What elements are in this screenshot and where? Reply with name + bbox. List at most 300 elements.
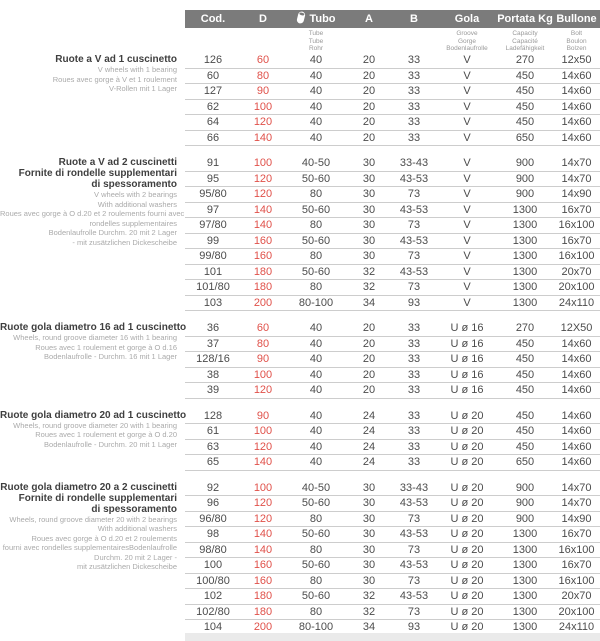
cell-portata: 450 (515, 69, 535, 82)
cell-gola: V (463, 54, 471, 67)
cell-d: 180 (253, 281, 273, 294)
cell-tubo: 40 (309, 440, 323, 453)
table-row (185, 605, 600, 621)
cell-gola: V (463, 265, 471, 278)
cell-a: 34 (362, 296, 376, 309)
group-label (0, 481, 185, 636)
cell-a: 30 (362, 512, 376, 525)
cell-b: 33 (407, 456, 421, 469)
table-row (185, 69, 600, 85)
cell-tubo: 40 (309, 425, 323, 438)
cell-d: 90 (256, 409, 270, 422)
cell-b: 43-53 (399, 528, 429, 541)
cell-portata: 1300 (512, 234, 538, 247)
cell-tubo: 80 (309, 605, 323, 618)
cell-cod: 66 (206, 131, 220, 144)
cell-b: 33 (407, 368, 421, 381)
cell-bullone: 14x60 (561, 368, 592, 381)
cell-b: 73 (407, 574, 421, 587)
subheader-line: Bolzen (566, 45, 587, 52)
cell-gola: U ø 20 (450, 456, 484, 469)
table-row (185, 337, 600, 353)
cell-d: 100 (253, 157, 273, 170)
cell-cod: 102 (203, 590, 223, 603)
group-label (0, 53, 185, 146)
table-row (185, 234, 600, 250)
group-subtitle-line: V wheels with 1 bearing (97, 65, 177, 74)
subheader-portata (497, 30, 553, 53)
table-row (185, 455, 600, 471)
cell-b: 33 (407, 322, 421, 335)
cell-a: 32 (362, 590, 376, 603)
cell-cod: 102/80 (196, 605, 230, 618)
table-row (185, 368, 600, 384)
cell-d: 160 (253, 234, 273, 247)
subheader-line: Boulon (566, 37, 587, 45)
cell-tubo: 50-60 (301, 528, 331, 541)
cell-gola: U ø 20 (450, 590, 484, 603)
subheader-bullone (553, 30, 600, 53)
cell-tubo: 40 (309, 337, 323, 350)
cell-b: 43-53 (399, 497, 429, 510)
cell-d: 180 (253, 265, 273, 278)
table-row (185, 172, 600, 188)
group-subtitle-line: V-Rollen mit 1 Lager (109, 84, 177, 93)
cell-portata: 1300 (512, 203, 538, 216)
group-subtitle-line: Wheels, round groove diameter 20 with 1 bearing (13, 420, 177, 430)
cell-gola: U ø 20 (450, 481, 484, 494)
table-row (185, 424, 600, 440)
cell-portata: 1300 (512, 559, 538, 572)
cell-cod: 95/80 (199, 188, 227, 201)
subheader-line: Tube (308, 30, 324, 37)
cell-portata: 1300 (512, 265, 538, 278)
cell-portata: 450 (515, 337, 535, 350)
subheader-line: Bodenlaufrolle (446, 45, 488, 52)
table-subheader (185, 30, 600, 53)
cell-gola: U ø 16 (450, 368, 484, 381)
column-header-gola (437, 13, 497, 25)
cell-a: 30 (362, 528, 376, 541)
table-row (185, 440, 600, 456)
cell-bullone: 16x100 (558, 250, 595, 263)
cell-b: 43-53 (399, 203, 429, 216)
cell-a: 30 (362, 203, 376, 216)
table-row (185, 203, 600, 219)
cell-d: 140 (253, 528, 273, 541)
cell-bullone: 12x50 (561, 54, 592, 67)
cell-b: 43-53 (399, 559, 429, 572)
cell-cod: 95 (206, 172, 220, 185)
cell-a: 34 (362, 621, 376, 634)
cell-a: 20 (362, 384, 376, 397)
cell-cod: 64 (206, 116, 220, 129)
group-subtitle-line: V wheels with 2 bearings (94, 190, 177, 199)
cell-tubo: 40 (309, 384, 323, 397)
cell-portata: 900 (515, 172, 535, 185)
cell-gola: U ø 20 (450, 574, 484, 587)
cell-bullone: 20x100 (558, 605, 595, 618)
group-subtitle-line: With additional washers (97, 199, 177, 209)
cell-tubo: 50-60 (301, 203, 331, 216)
table-row (185, 156, 600, 172)
cell-bullone: 20x70 (561, 265, 592, 278)
cell-tubo: 80 (309, 188, 323, 201)
cell-bullone: 16x100 (558, 219, 595, 232)
cell-cod: 104 (203, 621, 223, 634)
column-header-label: Tubo (309, 13, 336, 25)
group-rows (185, 481, 600, 636)
cell-a: 30 (362, 234, 376, 247)
cell-bullone: 14x60 (561, 116, 592, 129)
table-row (185, 496, 600, 512)
cell-b: 33 (407, 69, 421, 82)
cell-d: 200 (253, 296, 273, 309)
cell-portata: 450 (515, 353, 535, 366)
cell-cod: 101/80 (196, 281, 230, 294)
table-row (185, 352, 600, 368)
cell-gola: U ø 20 (450, 543, 484, 556)
cell-a: 24 (362, 440, 376, 453)
cell-bullone: 14x60 (561, 384, 592, 397)
cell-cod: 96/80 (199, 512, 227, 525)
table-row (185, 558, 600, 574)
cell-portata: 270 (515, 54, 535, 67)
cell-portata: 450 (515, 425, 535, 438)
product-group (0, 53, 600, 146)
subheader-line: Tube (308, 37, 324, 45)
cell-tubo: 40 (309, 116, 323, 129)
cell-bullone: 14x60 (561, 100, 592, 113)
cell-tubo: 40 (309, 85, 323, 98)
cell-gola: U ø 16 (450, 384, 484, 397)
cell-gola: U ø 20 (450, 425, 484, 438)
cell-gola: U ø 20 (450, 528, 484, 541)
column-header-label: D (259, 13, 267, 25)
cell-a: 24 (362, 409, 376, 422)
group-subtitle-line: mit zusätzlichen Dickescheibe (76, 562, 177, 571)
cell-d: 90 (256, 353, 270, 366)
cell-bullone: 14x60 (561, 69, 592, 82)
cell-bullone: 14x90 (561, 188, 592, 201)
cell-b: 33 (407, 85, 421, 98)
column-header-b (391, 13, 437, 25)
tube-icon (296, 11, 306, 27)
cell-gola: V (463, 219, 471, 232)
cell-gola: V (463, 188, 471, 201)
cell-b: 33 (407, 440, 421, 453)
group-label (0, 321, 185, 399)
cell-b: 73 (407, 219, 421, 232)
group-subtitle-line: Bodenlaufrolle Durchm. 20 mit 2 Lager (48, 228, 177, 237)
cell-gola: U ø 20 (450, 559, 484, 572)
cell-a: 30 (362, 219, 376, 232)
cell-cod: 128/16 (196, 353, 230, 366)
cell-b: 73 (407, 543, 421, 556)
table-row (185, 321, 600, 337)
cell-gola: U ø 20 (450, 605, 484, 618)
cell-tubo: 80-100 (298, 621, 334, 634)
table-row (185, 53, 600, 69)
cell-a: 20 (362, 131, 376, 144)
cell-a: 30 (362, 574, 376, 587)
cell-portata: 1300 (512, 574, 538, 587)
group-subtitle-line: Roues avec 1 roulement et gorge à O d.20 (35, 430, 177, 439)
cell-gola: V (463, 100, 471, 113)
cell-portata: 900 (515, 157, 535, 170)
group-label (0, 156, 185, 311)
group-subtitle-line: Durchm. 20 mit 2 Lager - (94, 552, 177, 562)
cell-bullone: 14x60 (561, 337, 592, 350)
cell-d: 140 (253, 131, 273, 144)
table-row (185, 131, 600, 147)
column-header-a (347, 13, 391, 25)
cell-cod: 101 (203, 265, 223, 278)
cell-b: 33-43 (399, 481, 429, 494)
cell-gola: V (463, 234, 471, 247)
subheader-a (347, 30, 391, 53)
cell-a: 20 (362, 85, 376, 98)
cell-gola: U ø 16 (450, 322, 484, 335)
cell-d: 90 (256, 85, 270, 98)
cell-portata: 450 (515, 384, 535, 397)
cell-portata: 450 (515, 409, 535, 422)
group-subtitle-line: fourni avec rondelles supplementairesBodenlaufrolle (2, 543, 177, 552)
cell-a: 20 (362, 100, 376, 113)
subheader-cod (185, 30, 241, 53)
cell-tubo: 40 (309, 456, 323, 469)
cell-cod: 97 (206, 203, 220, 216)
cell-tubo: 40 (309, 322, 323, 335)
cell-gola: U ø 16 (450, 337, 484, 350)
cell-cod: 100 (203, 559, 223, 572)
cell-d: 120 (253, 116, 273, 129)
cell-a: 32 (362, 605, 376, 618)
table-footer-bar (185, 633, 600, 641)
column-header-tubo (285, 11, 347, 27)
table-row (185, 265, 600, 281)
table-row (185, 218, 600, 234)
subheader-line: Ladefähigkeit (505, 45, 545, 52)
subheader-line: Gorge (457, 37, 477, 45)
group-title-line: Ruote gola diametro 20 a 2 cuscinetti (0, 481, 177, 493)
cell-bullone: 14x60 (561, 409, 592, 422)
column-header-label: Bullone (556, 13, 597, 25)
cell-d: 140 (253, 456, 273, 469)
cell-d: 120 (253, 440, 273, 453)
cell-d: 120 (253, 512, 273, 525)
cell-b: 73 (407, 281, 421, 294)
group-subtitle-line: Roues avec gorge à O d.20 et 2 roulements (31, 533, 177, 543)
cell-tubo: 80 (309, 250, 323, 263)
group-title-line: Ruote gola diametro 20 ad 1 cuscinetto (0, 409, 187, 421)
cell-tubo: 40-50 (301, 481, 331, 494)
group-subtitle-line: With additional washers (97, 524, 177, 533)
cell-portata: 1300 (512, 219, 538, 232)
table-row (185, 115, 600, 131)
cell-cod: 92 (206, 481, 220, 494)
cell-portata: 900 (515, 188, 535, 201)
cell-d: 180 (253, 590, 273, 603)
table-row (185, 280, 600, 296)
group-title-line: Fornite di rondelle supplementari (18, 492, 177, 504)
cell-d: 80 (256, 337, 270, 350)
column-header-bullone (553, 13, 600, 25)
cell-portata: 1300 (512, 281, 538, 294)
cell-b: 43-53 (399, 234, 429, 247)
cell-bullone: 16x70 (561, 234, 592, 247)
group-subtitle-line: - mit zusätzlichen Dickescheibe (72, 237, 177, 247)
cell-d: 160 (253, 574, 273, 587)
cell-cod: 128 (203, 409, 223, 422)
cell-portata: 650 (515, 131, 535, 144)
cell-d: 180 (253, 605, 273, 618)
cell-gola: U ø 16 (450, 353, 484, 366)
cell-cod: 61 (206, 425, 220, 438)
cell-d: 140 (253, 203, 273, 216)
cell-d: 60 (256, 54, 270, 67)
cell-cod: 98 (206, 528, 220, 541)
cell-b: 33 (407, 54, 421, 67)
table-row (185, 589, 600, 605)
cell-tubo: 40 (309, 409, 323, 422)
cell-portata: 450 (515, 100, 535, 113)
cell-bullone: 14x70 (561, 497, 592, 510)
table-row (185, 187, 600, 203)
cell-a: 30 (362, 157, 376, 170)
cell-d: 160 (253, 250, 273, 263)
cell-portata: 270 (515, 322, 535, 335)
cell-portata: 1300 (512, 590, 538, 603)
table-row (185, 84, 600, 100)
cell-a: 30 (362, 481, 376, 494)
cell-portata: 1300 (512, 605, 538, 618)
group-subtitle-line: Wheels, round groove diameter 16 with 1 bearing (13, 333, 177, 342)
cell-d: 140 (253, 219, 273, 232)
cell-tubo: 50-60 (301, 265, 331, 278)
cell-bullone: 14x70 (561, 157, 592, 170)
cell-a: 30 (362, 559, 376, 572)
subheader-line: Rohr (308, 45, 324, 52)
cell-cod: 37 (206, 337, 220, 350)
cell-bullone: 14x90 (561, 512, 592, 525)
group-subtitle-line: Roues avec 1 roulement et gorge à O d.16 (35, 342, 177, 352)
cell-tubo: 50-60 (301, 590, 331, 603)
cell-cod: 62 (206, 100, 220, 113)
cell-tubo: 40 (309, 100, 323, 113)
cell-gola: V (463, 203, 471, 216)
group-title-line: Ruote gola diametro 16 ad 1 cuscinetto (0, 322, 187, 333)
group-subtitle-line: rondelles supplementaires (89, 218, 177, 228)
cell-d: 120 (253, 172, 273, 185)
cell-d: 100 (253, 100, 273, 113)
cell-tubo: 40 (309, 131, 323, 144)
cell-tubo: 80 (309, 512, 323, 525)
cell-tubo: 50-60 (301, 234, 331, 247)
cell-cod: 60 (206, 69, 220, 82)
cell-bullone: 16x100 (558, 574, 595, 587)
cell-a: 20 (362, 353, 376, 366)
cell-gola: V (463, 296, 471, 309)
cell-d: 160 (253, 559, 273, 572)
cell-bullone: 14x60 (561, 353, 592, 366)
cell-portata: 1300 (512, 621, 538, 634)
cell-a: 20 (362, 337, 376, 350)
cell-gola: U ø 20 (450, 512, 484, 525)
cell-portata: 1300 (512, 528, 538, 541)
cell-a: 20 (362, 116, 376, 129)
group-title-line: Ruote a V ad 1 cuscinetto (55, 54, 177, 65)
column-header-cod (185, 13, 241, 25)
table-row (185, 527, 600, 543)
cell-portata: 900 (515, 497, 535, 510)
column-header-label: Gola (454, 13, 480, 25)
group-rows (185, 156, 600, 311)
subheader-d (241, 30, 285, 53)
cell-d: 200 (253, 621, 273, 634)
group-subtitle-line: Bodenlaufrolle - Durchm. 20 mit 1 Lager (44, 439, 177, 449)
cell-bullone: 16x70 (561, 528, 592, 541)
cell-gola: U ø 20 (450, 440, 484, 453)
column-header-d (241, 13, 285, 25)
cell-tubo: 80 (309, 219, 323, 232)
cell-cod: 99/80 (199, 250, 227, 263)
product-group (0, 409, 600, 471)
cell-tubo: 40 (309, 368, 323, 381)
group-subtitle-line: Roues avec gorge à V et 1 roulement (52, 74, 177, 84)
cell-cod: 96 (206, 497, 220, 510)
cell-portata: 450 (515, 440, 535, 453)
cell-cod: 99 (206, 234, 220, 247)
cell-bullone: 14x60 (561, 131, 592, 144)
cell-b: 73 (407, 512, 421, 525)
cell-cod: 100/80 (196, 574, 230, 587)
cell-bullone: 14x60 (561, 456, 592, 469)
column-header-portata (497, 13, 553, 25)
cell-a: 30 (362, 497, 376, 510)
cell-b: 73 (407, 188, 421, 201)
column-header-label: Portata Kg (497, 13, 553, 25)
cell-cod: 103 (203, 296, 223, 309)
cell-bullone: 24x110 (558, 296, 595, 309)
group-title-line: di spessoramento (91, 179, 177, 190)
cell-bullone: 14x70 (561, 481, 592, 494)
cell-b: 93 (407, 296, 421, 309)
cell-tubo: 40 (309, 353, 323, 366)
table-row (185, 574, 600, 590)
group-rows (185, 321, 600, 399)
cell-tubo: 80 (309, 543, 323, 556)
subheader-gola (437, 30, 497, 53)
cell-cod: 63 (206, 440, 220, 453)
column-header-label: B (410, 13, 418, 25)
table-header (185, 10, 600, 28)
cell-bullone: 20x100 (558, 281, 595, 294)
cell-gola: V (463, 157, 471, 170)
cell-b: 33 (407, 100, 421, 113)
table-row (185, 409, 600, 425)
column-header-label: Cod. (200, 13, 226, 25)
cell-a: 30 (362, 543, 376, 556)
subheader-line: Capacity (512, 30, 538, 37)
cell-tubo: 80-100 (298, 296, 334, 309)
cell-portata: 900 (515, 512, 535, 525)
group-rows (185, 53, 600, 146)
cell-portata: 1300 (512, 250, 538, 263)
cell-b: 33 (407, 409, 421, 422)
product-group (0, 156, 600, 311)
column-header-label: A (365, 13, 373, 25)
